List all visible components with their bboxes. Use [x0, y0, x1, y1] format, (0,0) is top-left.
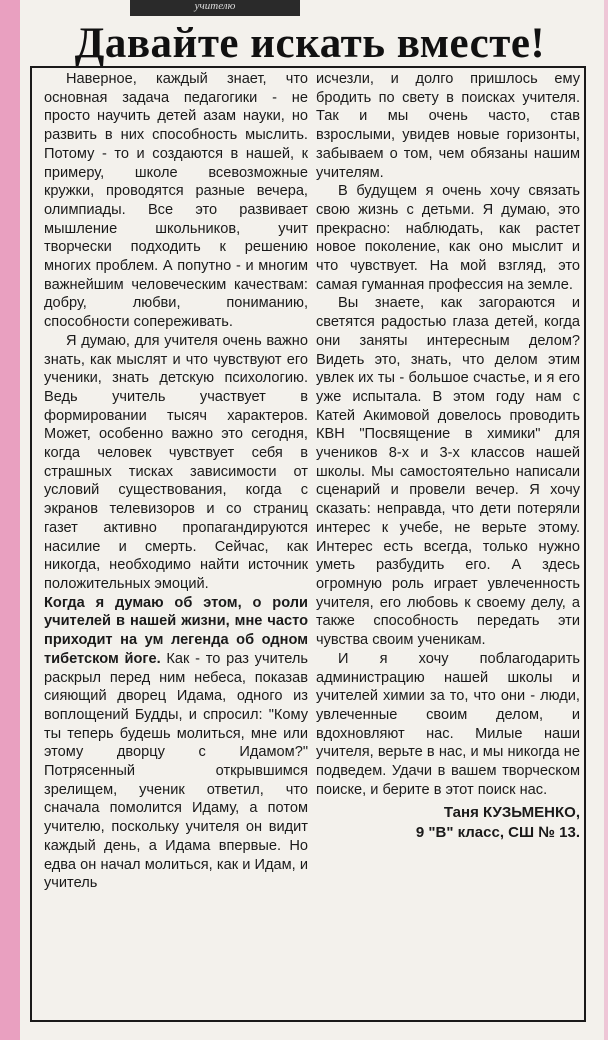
section-tab: учителю — [130, 0, 300, 16]
paragraph: Вы знаете, как загораются и светятся радостью глаза детей, когда они заняты интересным делом? Видеть это, знать, что делом этим увлек их ты - большое счастье, и я его уже испытала. В этом году нам с Катей Акимовой довелось проводить КВН "Посвящение в химики" для учеников 8-х и 3-х классов нашей школы. Мы самостоятельно написали сценарий и провели вечер. Я хочу сказать: неправда, что дети потеряли интерес к учебе, не верьте этому. Интерес есть всегда, только нужно уметь разбудить его. А здесь огромную роль играет увлеченность учителя, его любовь к своему делу, а также способность передать эти чувства своим ученикам. — [316, 295, 580, 649]
author-name: Таня КУЗЬМЕНКО, — [443, 804, 580, 822]
paragraph-text: Как - то раз учитель раскрыл перед ним небеса, показав сияющий дворец Идама, одного из воплощений Будды, и спросил: "Кому ты теперь будешь молиться, мне или этому дворцу с Идамом?" Потрясенный открывшимся зрелищем, ученик ответил, что сначала помолится Идаму, а потом учителю, поскольку учителя он видит каждый день, а Идама впервые. Но едва он начал молиться, как и Идам, и учитель — [44, 650, 308, 892]
paragraph: Я думаю, для учителя очень важно знать, как мыслят и что чувствуют его ученики, знать детскую психологию. Ведь учитель участвует в формировании тысяч характеров. Может, особенно важно это сегодня, когда человек чувствует себя в страшных тисках зависимости от условий существования, когда с экранов телевизоров и со страниц газет активно пропагандируются насилие и смерть. Сейчас, как никогда, необходимо найти источник положительных эмоций. — [44, 332, 308, 592]
author-class: 9 "В" класс, СШ № 13. — [415, 824, 580, 842]
right-column — [316, 70, 580, 843]
left-column — [44, 70, 308, 893]
highlighted-text: Когда я думаю об этом, о роли учителей в нашей жизни, мне часто приходит на ум легенда об одном тибетском йоге. — [44, 594, 308, 667]
article-title: Давайте искать вместе! — [74, 20, 546, 67]
paragraph: Наверное, каждый знает, что основная задача педагогики - не просто научить детей азам науки, но развить в них способность мыслить. Потому - то и создаются в нашей, к примеру, школе всевозможные кружки, проводятся разные вечера, олимпиады. Все это развивает мышление школьников, учит творчески подходить к решению многих проблем. А попутно - и многим важнейшим человеческим качествам: добру, любви, пониманию, способности сопереживать. — [44, 71, 308, 331]
paragraph: исчезли, и долго пришлось ему бродить по свету в поисках учителя. Так и мы очень часто, став взрослыми, увидев новые горизонты, забываем о том, чем обязаны нашим учителям. — [316, 71, 580, 181]
paragraph: В будущем я очень хочу связать свою жизнь с детьми. Я думаю, это прекрасно: наблюдать, как растет новое поколение, как оно мыслит и что чувствует. На мой взгляд, это самая гуманная профессия на земле. — [316, 183, 580, 293]
highlight-paragraph — [44, 594, 308, 893]
paragraph: И я хочу поблагодарить администрацию нашей школы и учителей химии за то, что они - люди, увлеченные своим делом, и вдохновляют нас. Милые наши учителя, верьте в нас, и мы никогда не подведем. Удачи в вашем творческом поиске, и берите в этот поиск нас. — [316, 650, 580, 798]
page-edge-left — [0, 0, 20, 1040]
